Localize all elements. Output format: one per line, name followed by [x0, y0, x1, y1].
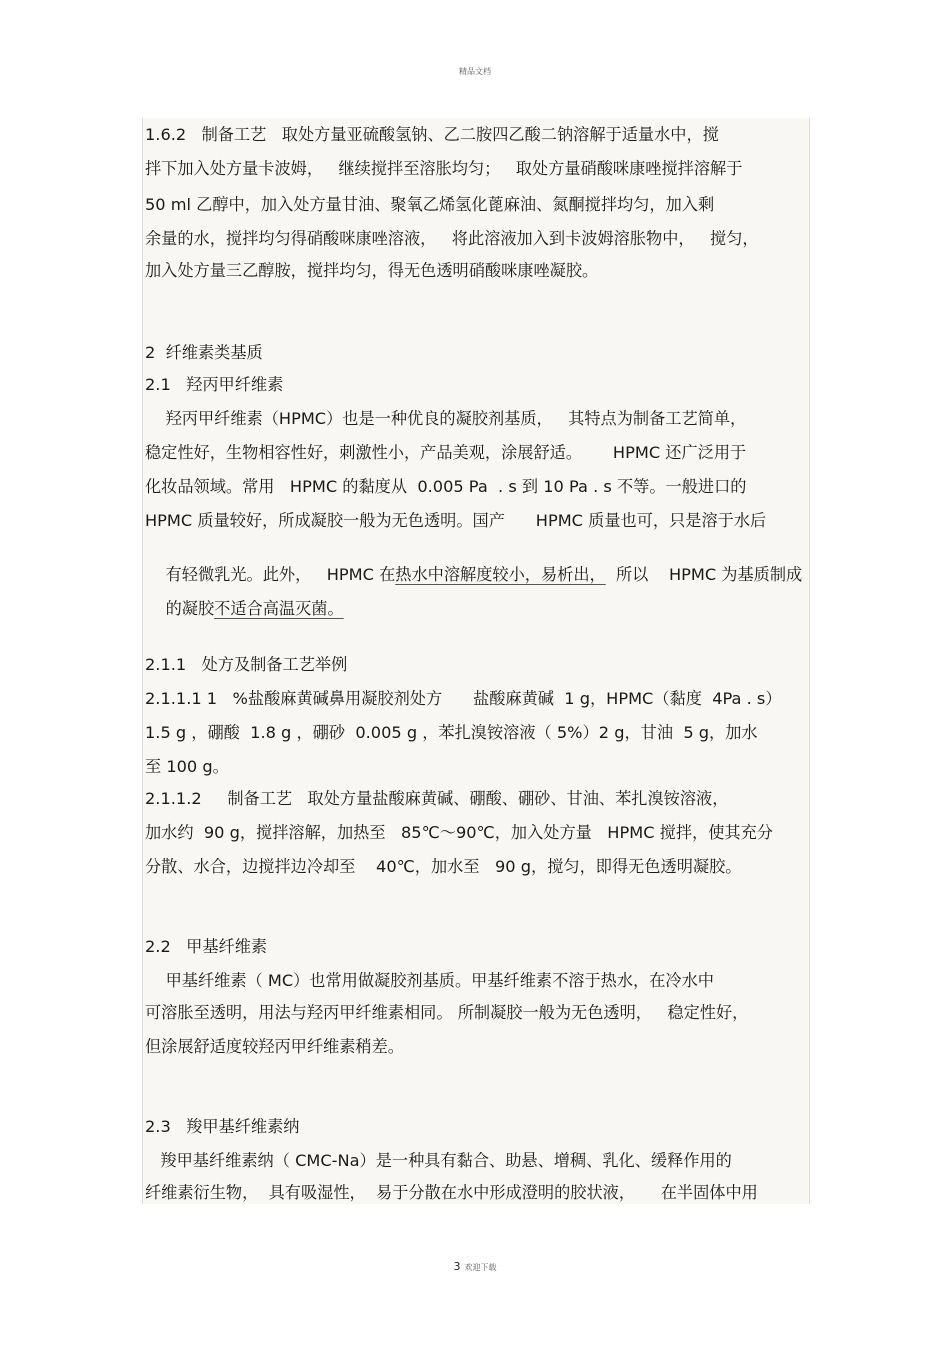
footer-text: 欢迎下载	[464, 1263, 497, 1272]
subsection-heading: 2.1.1 处方及制备工艺举例	[145, 655, 348, 674]
text-line: 稳定性好，生物相容性好，刺激性小，产品美观，涂展舒适。 HPMC 还广泛用于	[145, 443, 747, 462]
subsection-heading: 2.3 羧甲基纤维素纳	[145, 1117, 300, 1136]
subsection-heading: 2.2 甲基纤维素	[145, 937, 268, 956]
text-line: 2.1.1.1 1 %盐酸麻黄碱鼻用凝胶剂处方 盐酸麻黄碱 1 g，HPMC（黏度 4Pa . s）	[145, 689, 782, 708]
document-body	[142, 118, 810, 1204]
text-line: 分散、水合，边搅拌边冷却至 40℃，加水至 90 g，搅匀，即得无色透明凝胶。	[145, 857, 742, 876]
text-line: 羟丙甲纤维素（HPMC）也是一种优良的凝胶剂基质， 其特点为制备工艺简单，	[145, 409, 747, 428]
text-line: 拌下加入处方量卡波姆， 继续搅拌至溶胀均匀； 取处方量硝酸咪康唑搅拌溶解于	[145, 159, 743, 178]
text-line: 纤维素衍生物， 具有吸湿性， 易于分散在水中形成澄明的胶状液， 在半固体中用	[145, 1183, 758, 1202]
subsection-heading: 2.1 羟丙甲纤维素	[145, 375, 284, 394]
text-line	[145, 576, 344, 642]
text-line: 加入处方量三乙醇胺，搅拌均匀，得无色透明硝酸咪康唑凝胶。	[145, 261, 599, 280]
page-number: 3	[453, 1260, 461, 1273]
text-line: 1.6.2 制备工艺 取处方量亚硫酸氢钠、乙二胺四乙酸二钠溶解于适量水中，搅	[145, 125, 719, 144]
text-line: 加水约 90 g，搅拌溶解，加热至 85℃～90℃，加入处方量 HPMC 搅拌，使其充分	[145, 823, 773, 842]
underlined-text: 热水中溶解度较小，易析出，	[395, 565, 606, 584]
page-footer	[0, 1260, 950, 1273]
text-line: 2.1.1.2 制备工艺 取处方量盐酸麻黄碱、硼酸、硼砂、甘油、苯扎溴铵溶液，	[145, 789, 729, 808]
text-line: 1.5 g ，硼酸 1.8 g ，硼砂 0.005 g ，苯扎溴铵溶液（ 5%）2 g，甘油 5 g，加水	[145, 723, 758, 742]
text-line: HPMC 质量较好，所成凝胶一般为无色透明。国产 HPMC 质量也可，只是溶于水后	[145, 511, 767, 530]
text-line: 可溶胀至透明，用法与羟丙甲纤维素相同。 所制凝胶一般为无色透明， 稳定性好，	[145, 1003, 749, 1022]
text-segment: 所以 HPMC 为基质制成	[605, 565, 803, 584]
text-line: 余量的水，搅拌均匀得硝酸咪康唑溶液， 将此溶液加入到卡波姆溶胀物中， 搅匀，	[145, 229, 759, 248]
text-line: 但涂展舒适度较羟丙甲纤维素稍差。	[145, 1037, 404, 1056]
page-header: 精品文档	[459, 67, 491, 76]
text-line: 至 100 g。	[145, 757, 229, 776]
text-segment: 的凝胶	[165, 599, 215, 618]
section-heading: 2 纤维素类基质	[145, 343, 263, 362]
text-line: 化妆品领域。常用 HPMC 的黏度从 0.005 Pa . s 到 10 Pa . s 不等。一般进口的	[145, 477, 747, 496]
underlined-text: 不适合高温灭菌。	[214, 599, 344, 618]
text-segment: 有轻微乳光。此外， HPMC 在	[165, 565, 396, 584]
text-line: 甲基纤维素（ MC）也常用做凝胶剂基质。甲基纤维素不溶于热水，在冷水中	[145, 971, 714, 990]
text-line: 50 ml 乙醇中，加入处方量甘油、聚氧乙烯氢化蓖麻油、氮酮搅拌均匀，加入剩	[145, 195, 715, 214]
text-line: 羧甲基纤维素纳（ CMC-Na）是一种具有黏合、助悬、增稠、乳化、缓释作用的	[145, 1151, 732, 1170]
